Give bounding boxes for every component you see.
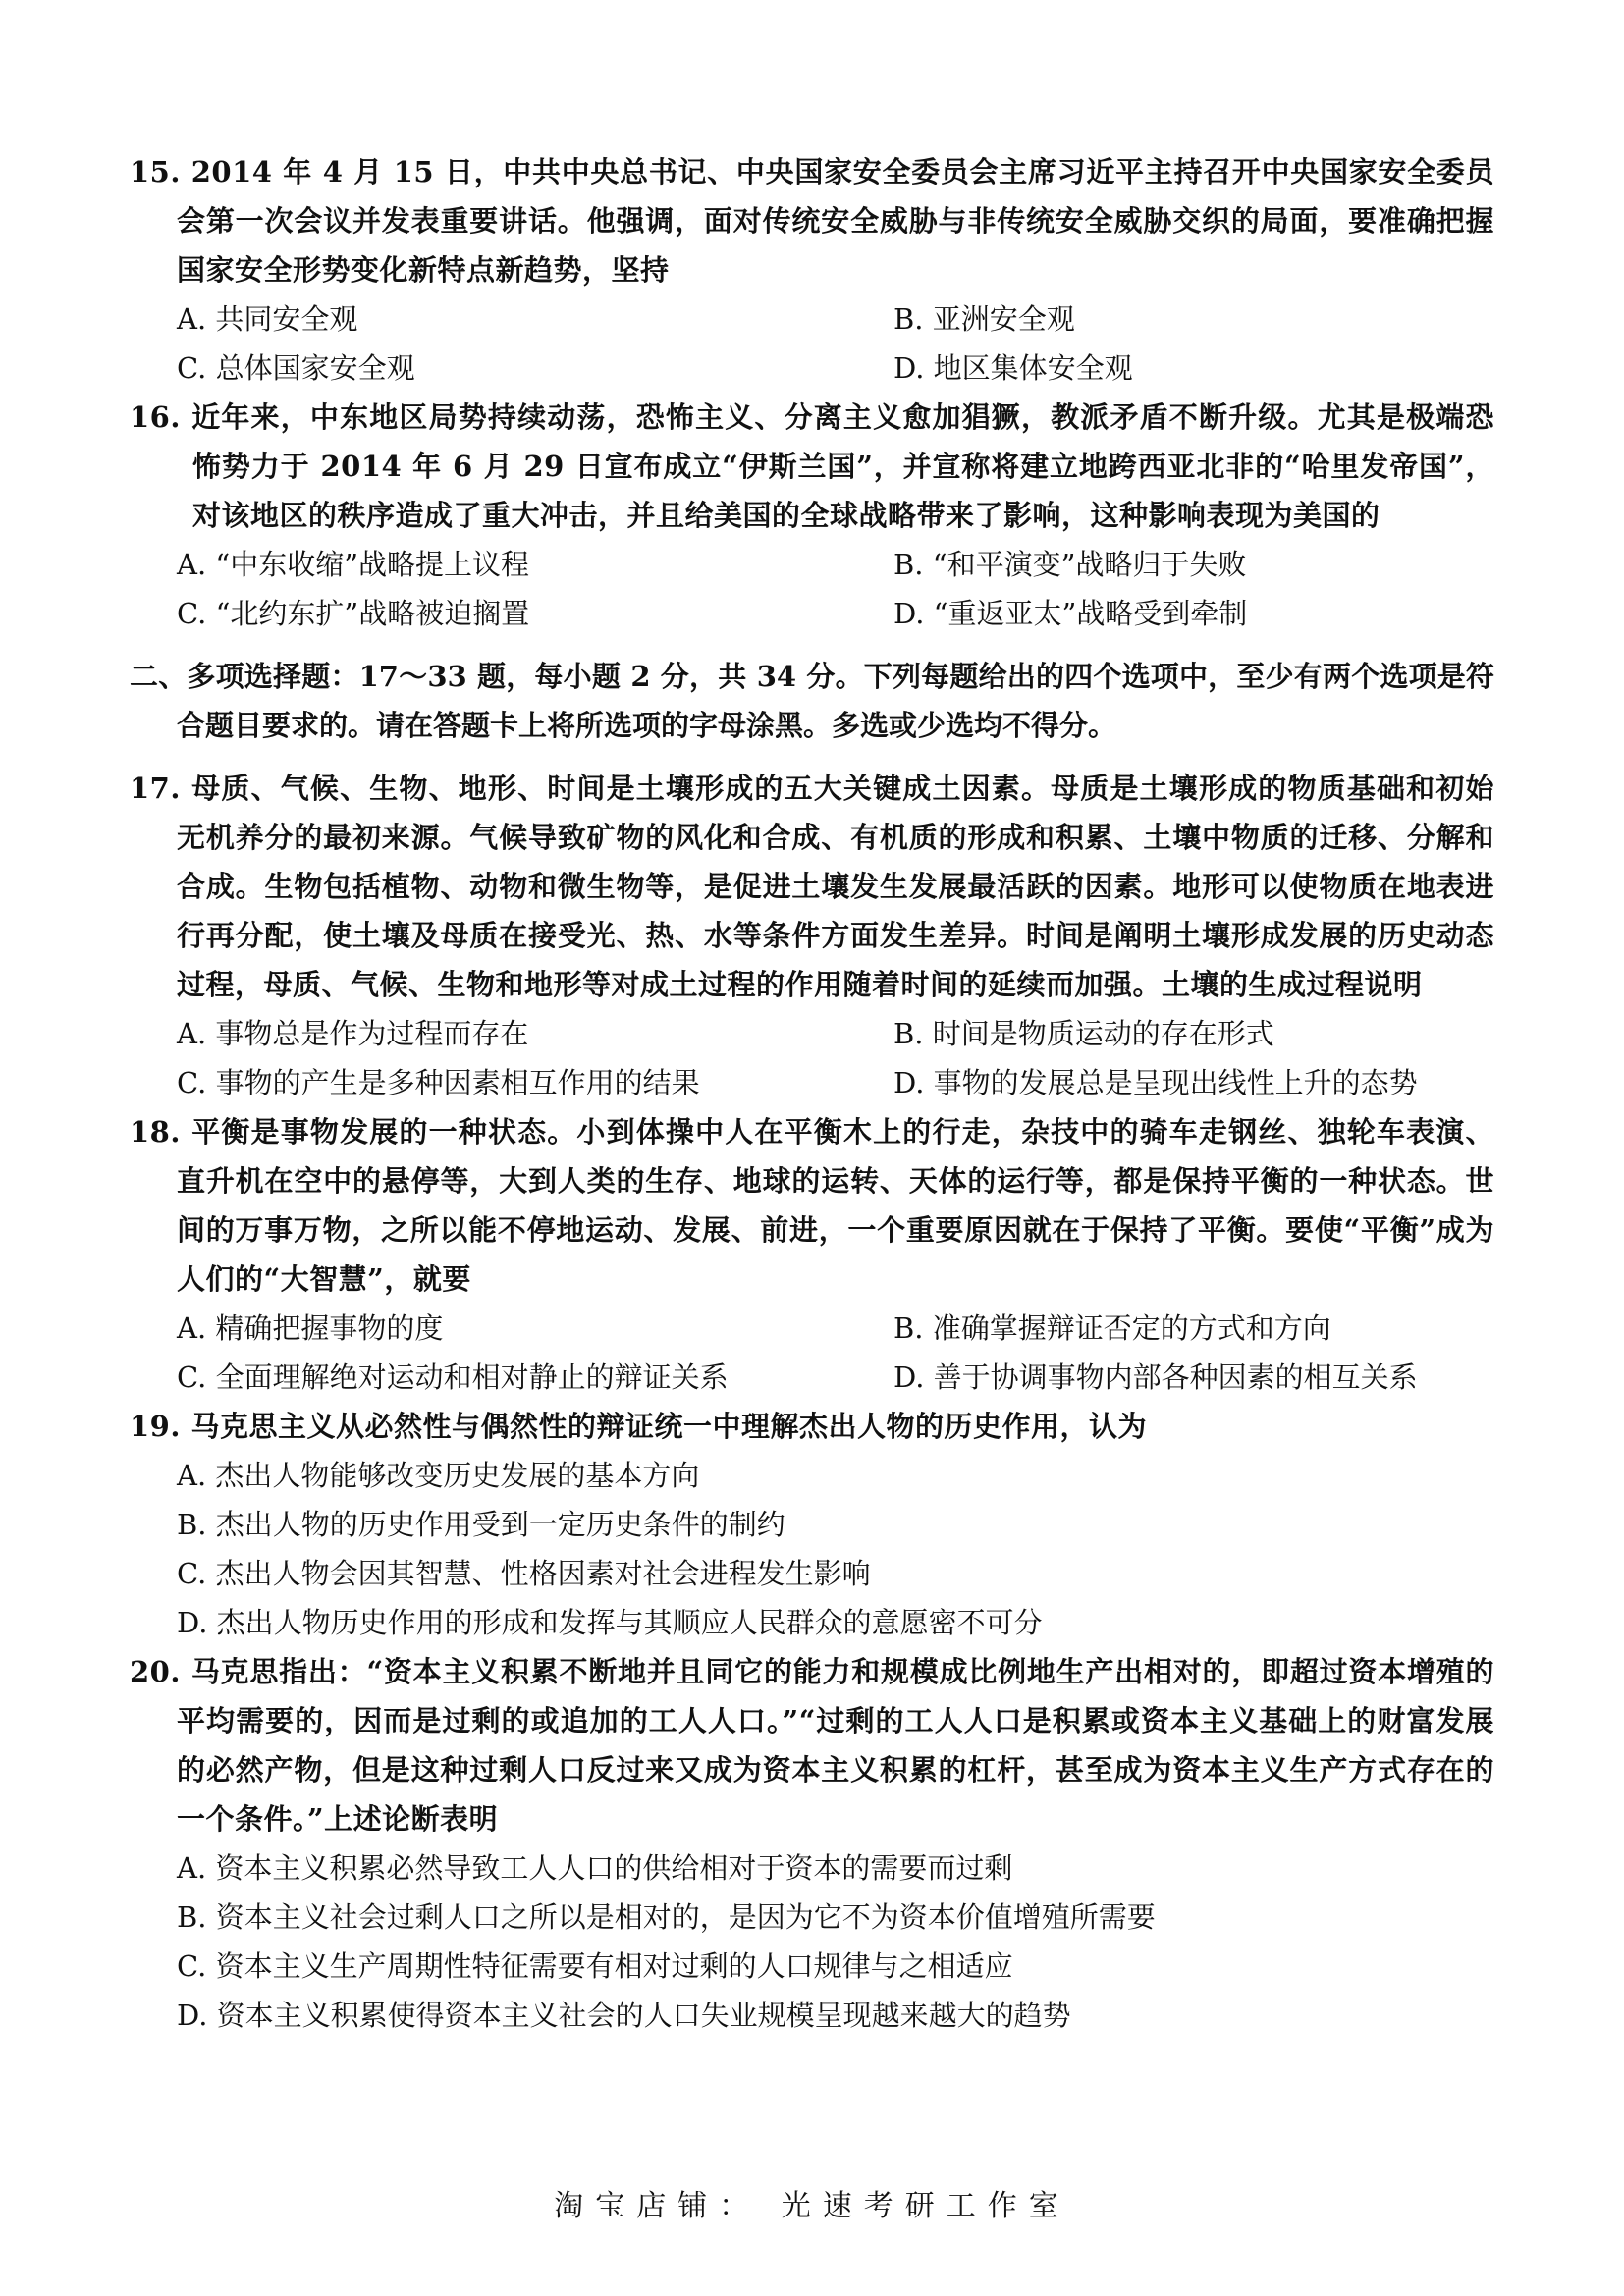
option-b: B. 时间是物质运动的存在形式 — [893, 1017, 1274, 1050]
question-stem: 18. 平衡是事物发展的一种状态。小到体操中人在平衡木上的行走，杂技中的骑车走钢丝、独轮车表演、直升机在空中的悬停等，大到人类的生存、地球的运转、天体的运行等，都是保持平衡的一种状态。世间的万事万物，之所以能不停地运动、发展、前进，一个重要原因就在于保持了平衡。要使“平衡”成为人们的“大智慧”，就要 — [130, 1115, 1494, 1296]
option-d: D. 事物的发展总是呈现出线性上升的态势 — [893, 1066, 1418, 1099]
option-d: D. 杰出人物历史作用的形成和发挥与其顺应人民群众的意愿密不可分 — [177, 1606, 1043, 1639]
option-a: A. 事物总是作为过程而存在 — [177, 1017, 529, 1050]
option-c: C. 事物的产生是多种因素相互作用的结果 — [177, 1066, 700, 1099]
option-b: B. 亚洲安全观 — [893, 302, 1075, 336]
option-a: A. 共同安全观 — [177, 302, 358, 336]
option-d: D. 地区集体安全观 — [893, 351, 1133, 385]
option-b: B. “和平演变”战略归于失败 — [893, 548, 1247, 581]
option-b: B. 资本主义社会过剩人口之所以是相对的，是因为它不为资本价值增殖所需要 — [177, 1900, 1156, 1934]
question-stem: 15. 2014 年 4 月 15 日，中共中央总书记、中央国家安全委员会主席习近平主持召开中央国家安全委员会第一次会议并发表重要讲话。他强调，面对传统安全威胁与非传统安全威胁交织的局面，要准确把握国家安全形势变化新特点新趋势，坚持 — [130, 155, 1494, 287]
options-list — [177, 1843, 1494, 2040]
exam-content — [130, 147, 1494, 2040]
option-c: C. 资本主义生产周期性特征需要有相对过剩的人口规律与之相适应 — [177, 1949, 1013, 1983]
option-c: C. 杰出人物会因其智慧、性格因素对社会进程发生影响 — [177, 1557, 871, 1590]
option-d: D. 资本主义积累使得资本主义社会的人口失业规模呈现越来越大的趋势 — [177, 1999, 1071, 2032]
option-a: A. 杰出人物能够改变历史发展的基本方向 — [177, 1459, 700, 1492]
option-c: C. 全面理解绝对运动和相对静止的辩证关系 — [177, 1361, 729, 1394]
section-heading: 二、多项选择题：17～33 题，每小题 2 分，共 34 分。下列每题给出的四个选项中，至少有两个选项是符合题目要求的。请在答题卡上将所选项的字母涂黑。多选或少选均不得分。 — [130, 660, 1494, 742]
options-grid — [177, 540, 1494, 638]
options-grid — [177, 294, 1494, 393]
page-footer: 淘宝店铺： 光速考研工作室 — [554, 2189, 1070, 2223]
question-20 — [130, 1647, 1494, 2040]
option-d: D. 善于协调事物内部各种因素的相互关系 — [893, 1361, 1418, 1394]
question-stem: 19. 马克思主义从必然性与偶然性的辩证统一中理解杰出人物的历史作用，认为 — [130, 1410, 1148, 1443]
option-b: B. 准确掌握辩证否定的方式和方向 — [893, 1311, 1331, 1345]
question-stem: 20. 马克思指出：“资本主义积累不断地并且同它的能力和规模成比例地生产出相对的，即超过资本增殖的平均需要的，因而是过剩的或追加的工人人口。”“过剩的工人人口是积累或资本主义基础上的财富发展的必然产物，但是这种过剩人口反过来又成为资本主义积累的杠杆，甚至成为资本主义生产方式存在的一个条件。”上述论断表明 — [130, 1655, 1494, 1836]
option-a: A. “中东收缩”战略提上议程 — [177, 548, 530, 581]
option-d: D. “重返亚太”战略受到牵制 — [893, 597, 1248, 630]
option-a: A. 精确把握事物的度 — [177, 1311, 444, 1345]
option-b: B. 杰出人物的历史作用受到一定历史条件的制约 — [177, 1508, 785, 1541]
question-18 — [130, 1107, 1494, 1402]
question-15 — [130, 147, 1494, 393]
options-list — [177, 1451, 1494, 1647]
option-c: C. 总体国家安全观 — [177, 351, 415, 385]
option-a: A. 资本主义积累必然导致工人人口的供给相对于资本的需要而过剩 — [177, 1851, 1013, 1885]
question-stem: 16. 近年来，中东地区局势持续动荡，恐怖主义、分离主义愈加猖獗，教派矛盾不断升级。尤其是极端恐怖势力于 2014 年 6 月 29 日宣布成立“伊斯兰国”，并宣称将建立地跨西亚北非的“哈里发帝国”，对该地区的秩序造成了重大冲击，并且给美国的全球战略带来了影响，这种影响表现为美国的 — [130, 400, 1494, 532]
question-19 — [130, 1402, 1494, 1647]
question-stem: 17. 母质、气候、生物、地形、时间是土壤形成的五大关键成土因素。母质是土壤形成的物质基础和初始无机养分的最初来源。气候导致矿物的风化和合成、有机质的形成和积累、土壤中物质的迁移、分解和合成。生物包括植物、动物和微生物等，是促进土壤发生发展最活跃的因素。地形可以使物质在地表进行再分配，使土壤及母质在接受光、热、水等条件方面发生差异。时间是阐明土壤形成发展的历史动态过程，母质、气候、生物和地形等对成土过程的作用随着时间的延续而加强。土壤的生成过程说明 — [130, 772, 1494, 1001]
question-17 — [130, 764, 1494, 1107]
options-grid — [177, 1304, 1494, 1402]
options-grid — [177, 1009, 1494, 1107]
question-16 — [130, 393, 1494, 638]
option-c: C. “北约东扩”战略被迫搁置 — [177, 597, 530, 630]
